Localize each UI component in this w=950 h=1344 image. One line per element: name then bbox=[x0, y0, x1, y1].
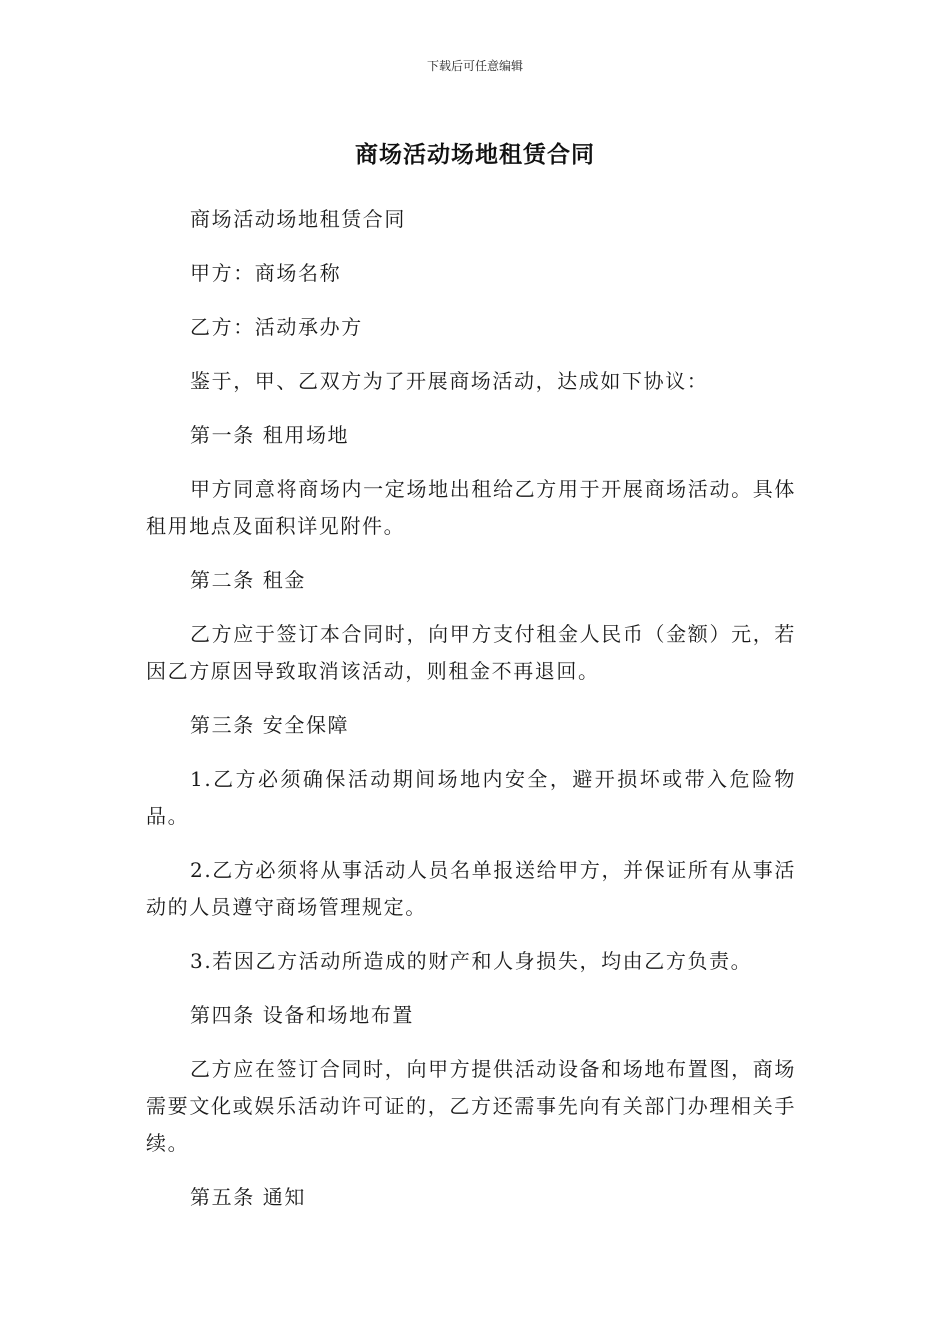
article-3-item-2: 2.乙方必须将从事活动人员名单报送给甲方，并保证所有从事活动的人员遵守商场管理规定。 bbox=[146, 858, 796, 919]
article-1-text: 甲方同意将商场内一定场地出租给乙方用于开展商场活动。具体租用地点及面积详见附件。 bbox=[146, 477, 796, 538]
document-title: 商场活动场地租赁合同 bbox=[355, 142, 595, 168]
header-note: 下载后可任意编辑 bbox=[426, 59, 523, 73]
document-body bbox=[146, 201, 796, 1233]
article-2-text: 乙方应于签订本合同时，向甲方支付租金人民币（金额）元，若因乙方原因导致取消该活动，则租金不再退回。 bbox=[146, 622, 796, 683]
article-4-text: 乙方应在签订合同时，向甲方提供活动设备和场地布置图，商场需要文化或娱乐活动许可证的，乙方还需事先向有关部门办理相关手续。 bbox=[146, 1057, 796, 1155]
paragraph-doc-name: 商场活动场地租赁合同 bbox=[190, 207, 406, 231]
article-3-item-3: 3.若因乙方活动所造成的财产和人身损失，均由乙方负责。 bbox=[190, 949, 753, 973]
paragraph-party-b: 乙方：活动承办方 bbox=[190, 315, 363, 339]
article-1-heading: 第一条 租用场地 bbox=[190, 423, 350, 447]
article-4-heading: 第四条 设备和场地布置 bbox=[190, 1003, 414, 1027]
paragraph-party-a: 甲方：商场名称 bbox=[190, 261, 342, 285]
article-2-heading: 第二条 租金 bbox=[190, 568, 306, 592]
article-3-heading: 第三条 安全保障 bbox=[190, 713, 350, 737]
article-3-item-1: 1.乙方必须确保活动期间场地内安全，避开损坏或带入危险物品。 bbox=[146, 767, 796, 828]
paragraph-preamble: 鉴于，甲、乙双方为了开展商场活动，达成如下协议： bbox=[190, 369, 709, 393]
article-5-heading: 第五条 通知 bbox=[190, 1185, 306, 1209]
